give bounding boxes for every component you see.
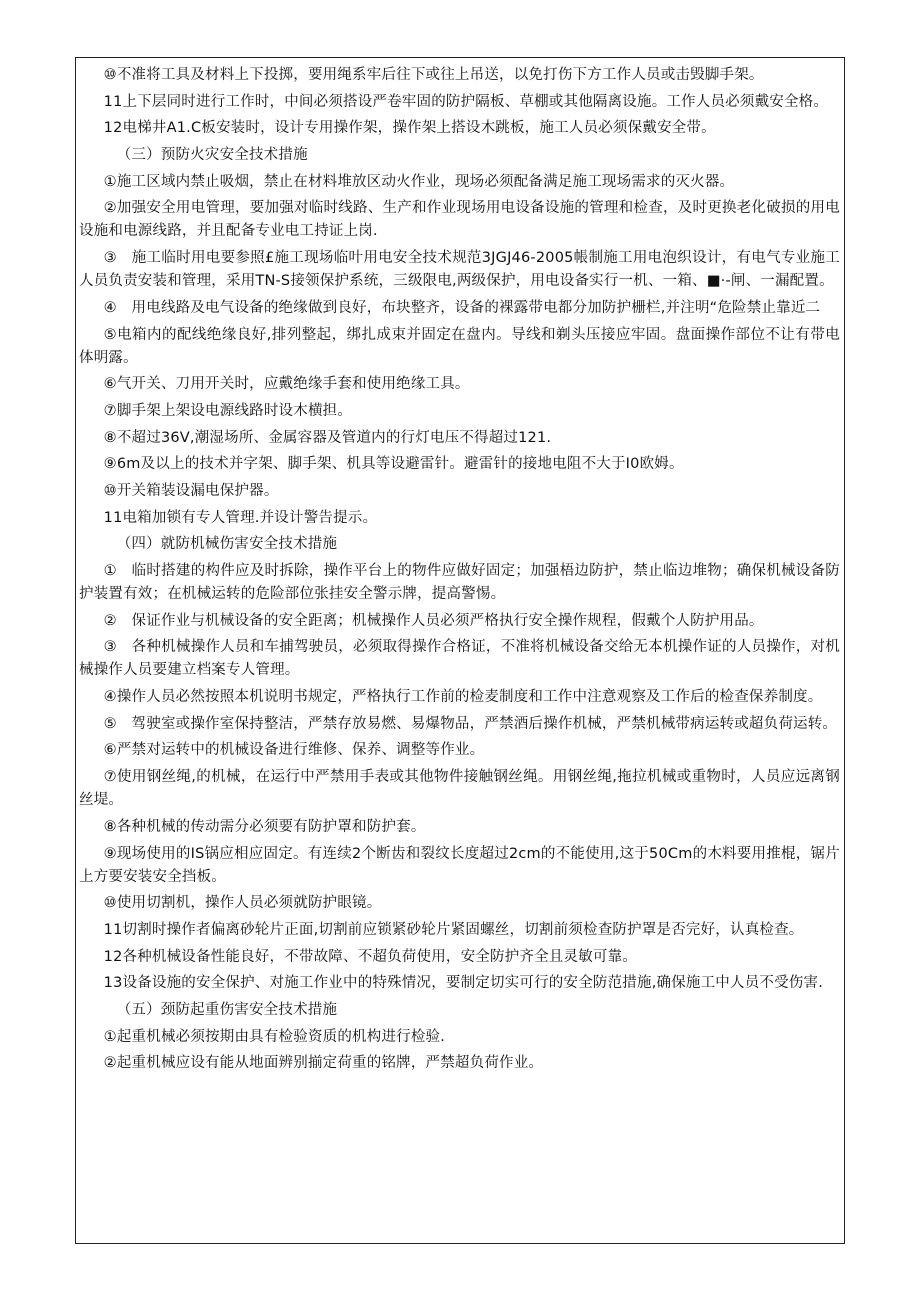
paragraph-p07: ③ 施工临时用电要参照£施工现场临叶用电安全技术规范3JGJ46-2005帳制施工用电泡织设计，有电气专业施工人员负责安装和管理，采用TN-S接领保护系统，三级限电,两级保护，用电设备实行一机、一箱、■·-闸、一漏配置。 bbox=[79, 250, 840, 290]
paragraph-p26: ⑩使用切割机，操作人员必须就防护眼镜。 bbox=[103, 895, 382, 912]
paragraph-p13: ⑨6m及以上的技术并字架、脚手架、机具等设避雷针。避雷针的接地电阻不大于I0欧姆。 bbox=[103, 456, 684, 473]
paragraph-p11: ⑦脚手架上架设电源线路时设木横担。 bbox=[103, 402, 353, 419]
paragraph-p05: ①施工区域内禁止吸烟，禁止在材料堆放区动火作业，现场必须配备满足施工现场需求的灭火器。 bbox=[103, 173, 735, 190]
paragraph-p17: ① 临时搭建的构件应及时拆除，操作平台上的物件应做好固定；加强梧边防护，禁止临边堆物；确保机械设备防护装置有效；在机械运转的危险部位张挂安全警示牌，提高警惕。 bbox=[79, 563, 840, 602]
paragraph-p20: ④操作人员必然按照本机说明书规定，严格执行工作前的检麦制度和工作中注意观察及工作后的检查保养制度。 bbox=[103, 689, 823, 706]
paragraph-p01: ⑩不准将工具及材料上下投掷，要用绳系牢后往下或往上吊送，以免打伤下方工作人员或击毁脚手架。 bbox=[103, 67, 764, 83]
paragraph-p08: ④ 用电线路及电气设备的绝缘做到良好，布块整齐，设备的裸露带电都分加防护栅栏,并注明“危险禁止靠近二 bbox=[103, 299, 821, 316]
paragraph-p29: 13设备设施的安全保护、对施工作业中的特殊情况，要制定切实可行的安全防范措施,确保施工中人员不受伤害. bbox=[103, 975, 824, 992]
paragraph-p28: 12各种机械设备性能良好，不带故障、不超负荷使用，安全防护齐全且灵敏可靠。 bbox=[103, 948, 637, 965]
paragraph-p06: ②加强安全用电管理，要加强对临时线路、生产和作业现场用电设备设施的管理和检查，及时更换老化破损的用电设施和电源线路，并且配备专业电工持证上岗. bbox=[79, 200, 840, 240]
document-table-frame bbox=[75, 57, 845, 1244]
paragraph-p14: ⑩开关箱装设漏电保护器。 bbox=[103, 482, 279, 499]
document-body bbox=[76, 58, 844, 1075]
paragraph-p27: 11切割时操作者偏离砂轮片正面,切割前应锁紧砂轮片紧固螺丝，切割前须检查防护罩是否完好，认真检查。 bbox=[103, 921, 804, 938]
paragraph-p19: ③ 各种机械操作人员和车捕驾驶员，必须取得操作合格证，不准将机械设备交给无本机操作证的人员操作，对机械操作人员要建立档案专人管理。 bbox=[79, 639, 840, 679]
paragraph-p31: ①起重机械必须按期由具有检验资质的机构进行检验. bbox=[103, 1028, 446, 1045]
section-heading-4: （四）就防机械伤害安全技术措施 bbox=[116, 536, 338, 553]
paragraph-p24: ⑧各种机械的传动需分必须要有防护罩和防护套。 bbox=[103, 818, 426, 835]
paragraph-p10: ⑥气开关、刀用开关时，应戴绝缘手套和使用绝缘工具。 bbox=[103, 376, 470, 393]
paragraph-p21: ⑤ 驾驶室或操作室保持整洁，严禁存放易燃、易爆物品，严禁酒后操作机械，严禁机械带病运转或超负荷运转。 bbox=[103, 715, 838, 732]
paragraph-p22: ⑥严禁对运转中的机械设备进行维修、保养、调整等作业。 bbox=[103, 742, 485, 759]
paragraph-p09: ⑤电箱内的配线绝缘良好,排列整起，绑扎成束并固定在盘内。导线和剃头压接应牢固。盘面操作部位不让有带电体明露。 bbox=[79, 326, 840, 366]
paragraph-p18: ② 保证作业与机械设备的安全距离；机械操作人员必须严格执行安全操作规程，假戴个人防护用品。 bbox=[103, 612, 764, 629]
paragraph-p03: 12电梯井A1.C板安装时，设计专用操作架，操作架上搭设木跳板，施工人员必须保戴安全带。 bbox=[103, 120, 716, 137]
paragraph-p25: ⑨现场使用的IS锅应相应固定。有连续2个断齿和裂纹长度超过2cm的不能使用,这于50Cm的木料要用推棍，锯片上方要安装安全挡板。 bbox=[79, 845, 840, 885]
section-heading-5: （五）颈防起重伤害安全技术措施 bbox=[116, 1001, 338, 1018]
paragraph-p12: ⑧不超过36V,潮湿场所、金属容器及管道内的行灯电压不得超过121. bbox=[103, 429, 552, 446]
paragraph-p32: ②起重机械应设有能从地面辨别揃定荷重的铭牌，严禁超负荷作业。 bbox=[103, 1055, 544, 1072]
section-heading-3: （三）预防火灾安全技术措施 bbox=[116, 147, 308, 164]
paragraph-p23: ⑦使用钢丝绳,的机械，在运行中严禁用手表或其他物件接触钢丝绳。用钢丝绳,拖拉机械或重物时，人员应远离钢丝堤。 bbox=[79, 769, 840, 809]
paragraph-p15: 11电箱加锁有专人管理.并设计警告提示。 bbox=[103, 509, 378, 526]
paragraph-p02: 11上下层同时进行工作时，中间必须搭设严卷牢固的防护隔板、草棚或其他隔离设施。工作人员必须戴安全格。 bbox=[103, 93, 829, 110]
